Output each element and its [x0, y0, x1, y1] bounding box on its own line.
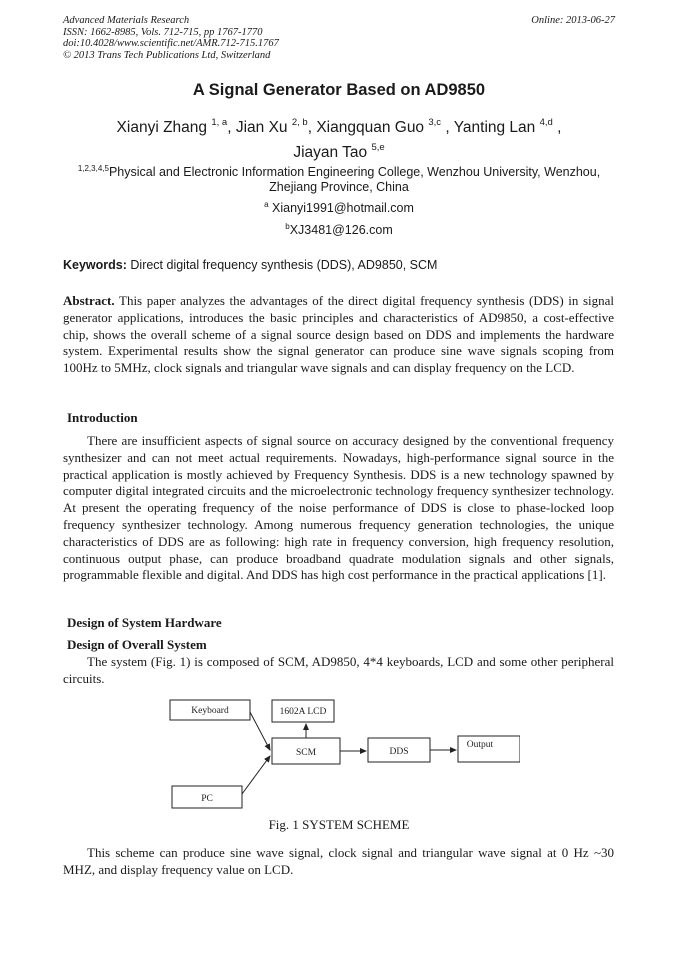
email-sup: a	[264, 200, 269, 209]
keywords	[63, 258, 437, 272]
doi-line[interactable]: doi:10.4028/www.scientific.net/AMR.712-715.1767	[63, 38, 279, 49]
author-separator: ,	[552, 119, 562, 136]
author-name: Xiangquan Guo	[316, 119, 425, 136]
author-sup: 4,d	[539, 117, 553, 128]
output-label: Output	[466, 740, 494, 750]
author-separator: ,	[227, 119, 236, 136]
email-sup: b	[285, 222, 290, 231]
abstract-text: This paper analyzes the advantages of the direct digital frequency synthesis (DDS) in signal generator applications, introduces the basic principles and characteristics of AD9850, a cost-effective chip, shows the overall scheme of a signal source design based on DDS and implements the hardware system. Experimental results show the signal generator can produce sine wave signals scoping from 100Hz to 5MHz, clock signals and triangular wave signals and can display frequency on the LCD.	[63, 293, 615, 376]
overall-system-heading: Design of Overall System	[67, 637, 207, 652]
keywords-label: Keywords:	[63, 258, 127, 272]
lcd-label: 1602A LCD	[279, 707, 327, 717]
author-sup: 3,c	[428, 117, 442, 128]
scm-label: SCM	[295, 748, 317, 758]
abstract	[63, 293, 614, 377]
pc-to-scm-arrow	[242, 756, 270, 794]
introduction-body	[63, 433, 614, 584]
figure-caption: Fig. 1 SYSTEM SCHEME	[268, 817, 410, 832]
dds-label: DDS	[389, 747, 409, 757]
hardware-heading: Design of System Hardware	[67, 615, 222, 630]
author-separator: ,	[307, 119, 317, 136]
keyboard-to-scm-arrow	[250, 712, 270, 750]
system-scheme-diagram	[160, 690, 520, 812]
author-separator: ,	[441, 119, 454, 136]
email-text[interactable]: Xianyi1991@hotmail.com	[272, 201, 414, 215]
introduction-heading: Introduction	[67, 410, 138, 425]
closing-body	[63, 845, 614, 879]
copyright-line: © 2013 Trans Tech Publications Ltd, Switzerland	[63, 49, 271, 61]
email-a[interactable]	[0, 200, 678, 215]
keyboard-label: Keyboard	[191, 706, 229, 716]
email-b[interactable]	[0, 222, 678, 237]
hardware-text: The system (Fig. 1) is composed of SCM, AD9850, 4*4 keyboards, LCD and some other peripheral circuits.	[63, 654, 614, 686]
hardware-body	[63, 654, 614, 688]
abstract-label: Abstract.	[63, 293, 115, 308]
author-sup: 2, b	[291, 117, 308, 128]
closing-text: This scheme can produce sine wave signal, clock signal and triangular wave signal at 0 Hz ~30 MHZ, and display frequency value on LCD.	[63, 845, 614, 877]
author-name: Xianyi Zhang	[116, 119, 208, 136]
online-date: Online: 2013-06-27	[531, 15, 615, 26]
author-sup: 1, a	[211, 117, 228, 128]
journal-header	[63, 15, 279, 61]
introduction-text: There are insufficient aspects of signal source on accuracy designed by the conventional frequency synthesizer and can not meet actual requirements. Nowadays, high-performance signal source in the practical application is mostly achieved by Frequency Synthesis. DDS is a new technology spawned by computer digital integrated circuits and the microelectronic technology frequency synthesizer technology. At present the operating frequency of the noise performance of DDS is close to phase-locked loop frequency synthesizer technology. Among numerous frequency generation technologies, the unique characteristics of DDS are as following: high rate in frequency conversion, high frequency resolution, continuous output phase, can produce broadband quadrate modulation signals and other signals, programmable flexible and digital. And DDS has high cost performance in the practical applications [1].	[63, 433, 614, 583]
affiliation-line-2: Zhejiang Province, China	[269, 180, 409, 194]
author-name: Jiayan Tao	[293, 144, 368, 161]
keywords-text: Direct digital frequency synthesis (DDS), AD9850, SCM	[130, 258, 438, 272]
author-name: Jian Xu	[235, 119, 288, 136]
author-sup: 5,e	[371, 142, 385, 153]
email-text[interactable]: XJ3481@126.com	[289, 223, 393, 237]
author-name: Yanting Lan	[453, 119, 536, 136]
affiliation	[63, 161, 615, 195]
paper-title: A Signal Generator Based on AD9850	[192, 81, 486, 99]
affiliation-sup: 1,2,3,4,5	[77, 164, 109, 173]
author-list	[63, 113, 615, 163]
affiliation-line-1: Physical and Electronic Information Engineering College, Wenzhou University, Wenzhou,	[108, 165, 601, 179]
journal-name: Advanced Materials Research	[63, 15, 190, 26]
issn-line: ISSN: 1662-8985, Vols. 712-715, pp 1767-1770	[63, 26, 263, 38]
pc-label: PC	[201, 794, 213, 804]
